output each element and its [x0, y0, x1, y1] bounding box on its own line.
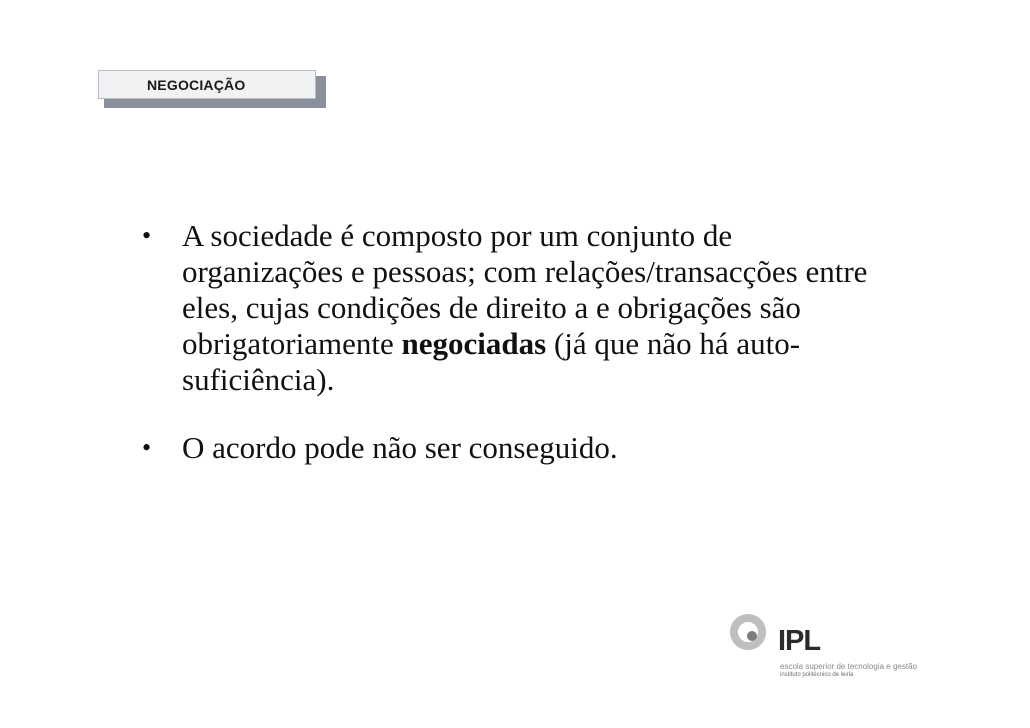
bullet-list: [140, 218, 900, 466]
logo-ring-icon: [730, 614, 766, 650]
ipl-logo: [728, 612, 938, 684]
logo-mark: IPL: [778, 625, 821, 657]
bullet-emphasis: negociadas: [401, 326, 547, 361]
bullet-item: [140, 430, 900, 466]
slide-title: NEGOCIAÇÃO: [147, 76, 246, 93]
bullet-text-end: (já que não há auto-suficiência).: [182, 326, 801, 397]
bullet-dot-icon: •: [142, 221, 152, 250]
bullet-text-start: A sociedade é composto por um conjunto de organizações e pessoas; com relações/transacções entre eles, cujas condições de direito a e obrigações são obrigatoriamente: [182, 218, 868, 361]
bullet-item: [140, 218, 900, 398]
bullet-text: O acordo pode não ser conseguido.: [182, 430, 618, 465]
logo-institute-name: instituto politécnico de leiria: [780, 672, 854, 678]
bullet-dot-icon: •: [142, 433, 152, 462]
logo-school-name: escola superior de tecnologia e gestão: [780, 662, 917, 671]
title-box: [98, 70, 316, 99]
